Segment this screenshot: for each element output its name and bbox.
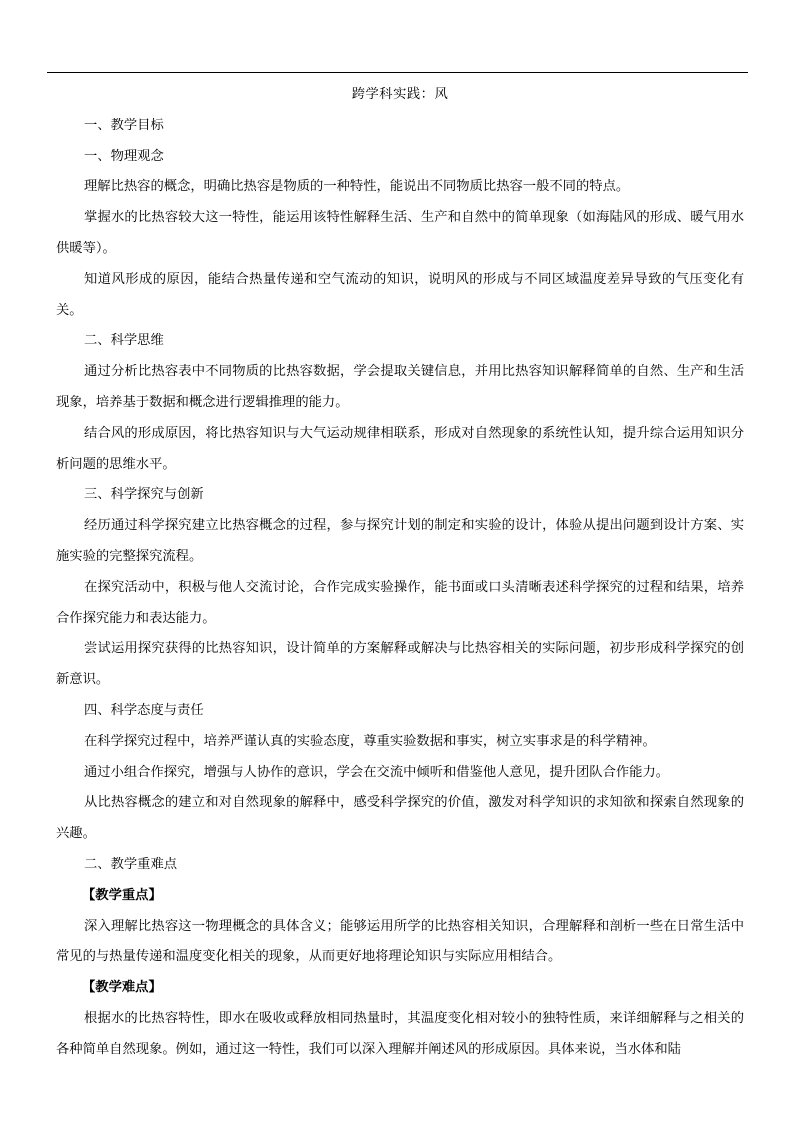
paragraph: 根据水的比热容特性，即水在吸收或释放相同热量时，其温度变化相对较小的独特性质，来详细解释与之相关的各种简单自然现象。例如，通过这一特性，我们可以深入理解并阐述风的形成原因。具体来说，当水体和陆 bbox=[56, 1010, 744, 1057]
paragraph: 尝试运用探究获得的比热容知识，设计简单的方案解释或解决与比热容相关的实际问题，初步形成科学探究的创新意识。 bbox=[56, 641, 744, 688]
paragraph: 经历通过科学探究建立比热容概念的过程，参与探究计划的制定和实验的设计，体验从提出问题到设计方案、实施实验的完整探究流程。 bbox=[56, 518, 744, 564]
subheading-attitude-responsibility: 四、科学态度与责任 bbox=[84, 702, 204, 718]
paragraph: 通过小组合作探究，增强与人协作的意识，学会在交流中倾听和借鉴他人意见，提升团队合作能力。 bbox=[84, 764, 670, 780]
document-title: 跨学科实践：风 bbox=[351, 87, 449, 102]
subheading-inquiry-innovation: 三、科学探究与创新 bbox=[84, 487, 204, 503]
paragraph: 通过分析比热容表中不同物质的比热容数据，学会提取关键信息，并用比热容知识解释简单的自然、生产和生活现象，培养基于数据和概念进行逻辑推理的能力。 bbox=[56, 364, 744, 410]
paragraph: 从比热容概念的建立和对自然现象的解释中，感受科学探究的价值，激发对科学知识的求知欲和探索自然现象的兴趣。 bbox=[56, 795, 744, 842]
paragraph: 掌握水的比热容较大这一特性，能运用该特性解释生活、生产和自然中的简单现象（如海陆风的形成、暖气用水供暖等）。 bbox=[56, 210, 744, 256]
section-heading-key-difficult-points: 二、教学重难点 bbox=[84, 856, 178, 872]
paragraph: 在科学探究过程中，培养严谨认真的实验态度，尊重实验数据和事实，树立实事求是的科学精神。 bbox=[84, 733, 656, 749]
paragraph: 在探究活动中，积极与他人交流讨论，合作完成实验操作，能书面或口头清晰表述科学探究的过程和结果，培养合作探究能力和表达能力。 bbox=[56, 579, 744, 626]
paragraph: 知道风形成的原因，能结合热量传递和空气流动的知识，说明风的形成与不同区域温度差异导致的气压变化有关。 bbox=[56, 271, 744, 318]
header-rule bbox=[47, 72, 748, 73]
label-difficult-points: 【教学难点】 bbox=[82, 980, 162, 996]
subheading-scientific-thinking: 二、科学思维 bbox=[84, 333, 164, 349]
paragraph: 深入理解比热容这一物理概念的具体含义；能够运用所学的比热容相关知识，合理解释和剖析一些在日常生活中常见的与热量传递和温度变化相关的现象，从而更好地将理论知识与实际应用相结合。 bbox=[56, 918, 744, 965]
document-body bbox=[56, 80, 744, 1066]
label-key-points: 【教学重点】 bbox=[82, 887, 162, 903]
subheading-physics-concepts: 一、物理观念 bbox=[84, 148, 164, 164]
section-heading-teaching-goals: 一、教学目标 bbox=[84, 117, 164, 133]
paragraph: 理解比热容的概念，明确比热容是物质的一种特性，能说出不同物质比热容一般不同的特点。 bbox=[84, 179, 630, 195]
paragraph: 结合风的形成原因，将比热容知识与大气运动规律相联系，形成对自然现象的系统性认知，提升综合运用知识分析问题的思维水平。 bbox=[56, 425, 744, 472]
